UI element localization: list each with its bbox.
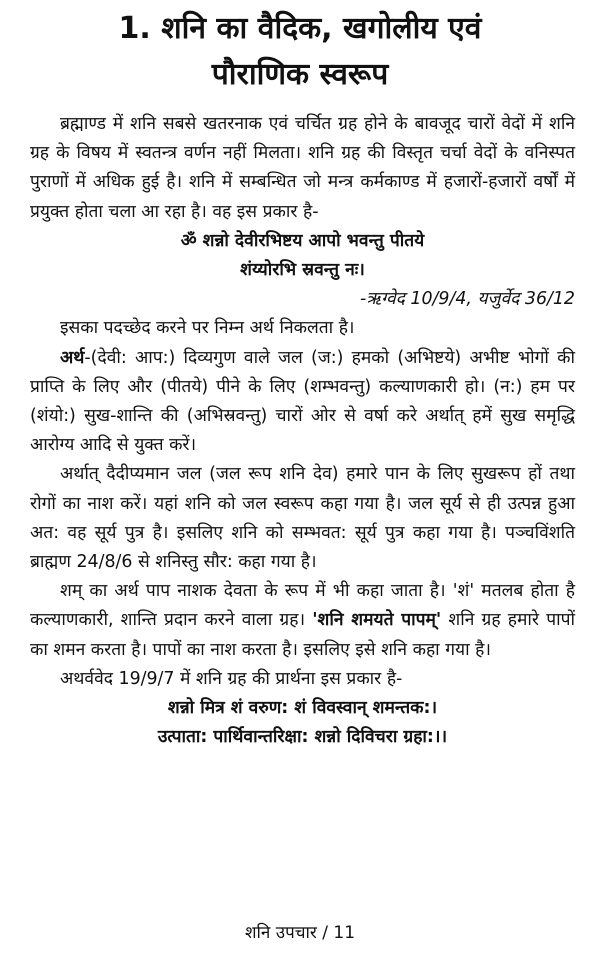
- paragraph-padchhed: इसका पदच्छेद करने पर निम्न अर्थ निकलता है।: [60, 318, 355, 339]
- paragraph-intro: ब्रह्माण्ड में शनि सबसे खतरनाक एवं चर्चित ग्रह होने के बावजूद चारों वेदों में शनि ग्रह के विषय में स्वतन्त्र वर्णन नहीं मिलता। शनि ग्रह की विस्तृत चर्चा वेदों के वनिस्पत पुराणों में अधिक हुई है। शनि में सम्बन्धित जो मन्त्र कर्मकाण्ड में हजारों-हजारों वर्षों में प्रयुक्त होता चला आ रहा है। वह इस प्रकार है-: [30, 114, 575, 222]
- sham-quote: 'शनि शमयते पापम्': [312, 610, 442, 631]
- page-footer: शनि उपचार / 11: [244, 923, 356, 943]
- verse-1-line-1: ॐ शन्नो देवीरभिष्टय आपो भवन्तु पीतये: [180, 230, 425, 251]
- sham-text-after: शनि ग्रह हमारे पापों का शमन करता है। पापों का नाश करता है। इसलिए इसे शनि कहा गया है।: [30, 610, 575, 660]
- verse-1-line-2: शंय्योरभि स्रवन्तु नः।: [240, 260, 365, 281]
- meaning-text: -(देवी: आप:) दिव्यगुण वाले जल (ज:) हमको (अभिष्टये) अभीष्ट भोगों की प्राप्ति के लिए और (पीतये) पीने के लिए (शम्भवन्तु) कल्याणकारी हो। (न:) हम पर (शंयो:) सुख-शान्ति की (अभिस्रवन्तु) चारों ओर से वर्षा करे अर्थात् हमें सुख समृद्धि आरोग्य आदि से युक्त करें।: [30, 347, 575, 456]
- body-text: [30, 110, 575, 752]
- paragraph-explanation: अर्थात् दैदीप्यमान जल (जल रूप शनि देव) हमारे पान के लिए सुखरूप हों तथा रोगों का नाश करें। यहां शनि को जल स्वरूप कहा गया है। जल सूर्य से ही उत्पन्न हुआ अत: वह सूर्य पुत्र है। इसलिए शनि को सम्भवत: सूर्य पुत्र कहा गया है। पञ्चविंशति ब्राह्मण 24/8/6 से शनिस्तु सौर: कहा गया है।: [30, 464, 575, 573]
- paragraph-atharvaveda: अथर्ववेद 19/9/7 में शनि ग्रह की प्रार्थना इस प्रकार है-: [60, 668, 403, 689]
- verse-2-line-1: शन्नो मित्र शं वरुण: शं विवस्वान् शमन्तक:।: [167, 698, 438, 719]
- meaning-label: अर्थ: [60, 347, 85, 368]
- paragraph-sham: [30, 577, 575, 665]
- verse-2-line-2: उत्पाता: पार्थिवान्तरिक्षा: शन्नो दिविचरा ग्रहा:।।: [157, 727, 448, 748]
- sham-text-before: शम् का अर्थ पाप नाशक देवता के रूप में भी कहा जाता है। 'शं' मतलब होता है कल्याणकारी, शान्ति प्रदान करने वाला ग्रह।: [30, 581, 575, 631]
- chapter-title: [0, 6, 600, 98]
- paragraph-meaning: [30, 344, 575, 461]
- verse-source: -ऋग्वेद 10/9/4, यजुर्वेद 36/12: [360, 289, 575, 310]
- chapter-title-line-2: पौराणिक स्वरूप: [211, 57, 389, 92]
- chapter-title-line-1: 1. शनि का वैदिक, खगोलीय एवं: [118, 11, 482, 46]
